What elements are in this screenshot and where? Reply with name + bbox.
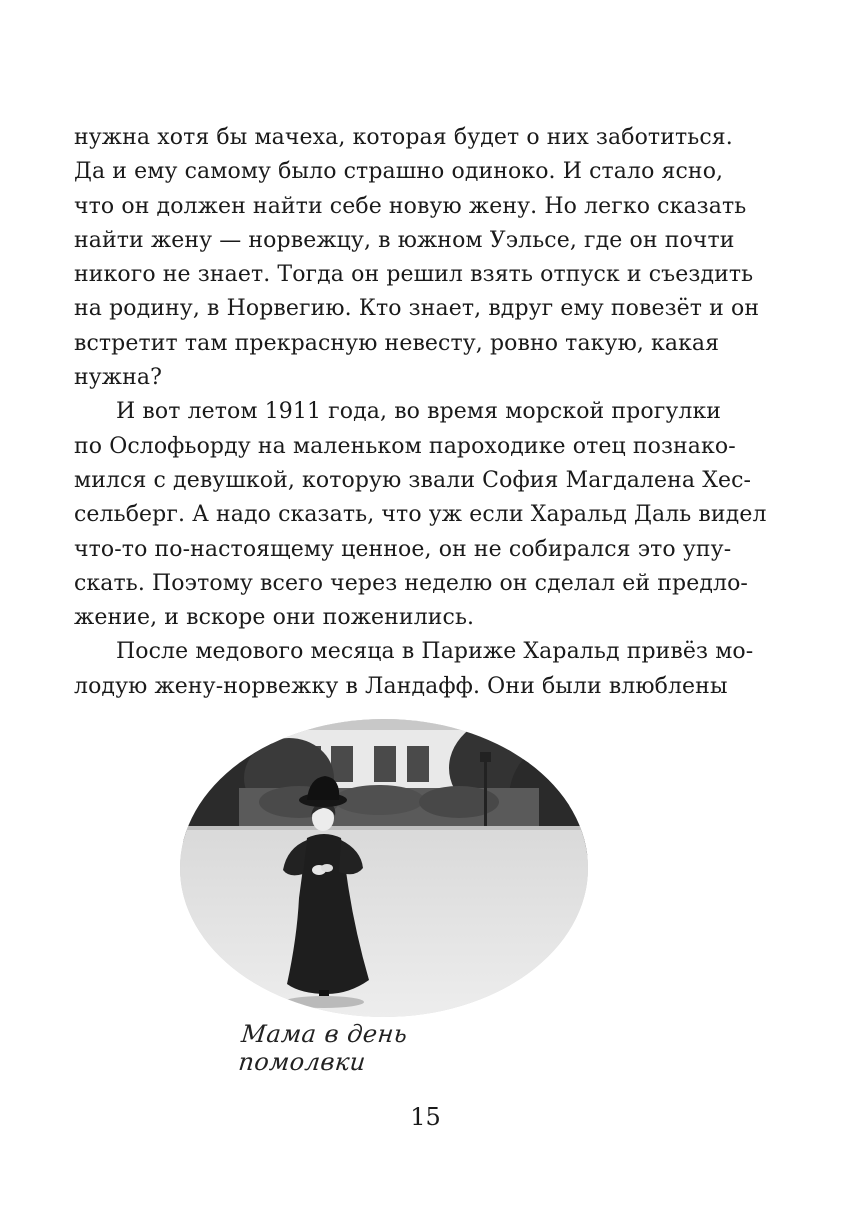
- text-line: на родину, в Норвегию. Кто знает, вдруг ему повезёт и он: [74, 296, 760, 322]
- text-line: После медового месяца в Париже Харальд привёз мо-: [116, 639, 754, 665]
- text-line: нужна хотя бы мачеха, которая будет о них заботиться.: [74, 125, 733, 150]
- text-line: жение, и вскоре они поженились.: [74, 605, 475, 631]
- vintage-photo: [179, 718, 589, 1018]
- body-text: [74, 121, 767, 704]
- text-line: что он должен найти себе новую жену. Но легко сказать: [74, 193, 747, 219]
- photo-caption: Мама в день помолвки: [237, 1020, 410, 1076]
- text-line: по Ослофьорду на маленьком пароходике отец познако-: [74, 433, 736, 459]
- text-line: лодую жену-норвежку в Ландафф. Они были влюблены: [74, 673, 728, 699]
- text-line: найти жену — норвежцу, в южном Уэльсе, где он почти: [74, 227, 735, 253]
- text-line: сельберг. А надо сказать, что уж если Харальд Даль видел: [74, 502, 767, 528]
- text-line: скать. Поэтому всего через неделю он сделал ей предло-: [74, 570, 748, 596]
- text-line: Да и ему самому было страшно одиноко. И стало ясно,: [74, 159, 724, 185]
- text-line: нужна?: [74, 365, 163, 391]
- text-line: встретит там прекрасную невесту, ровно такую, какая: [74, 330, 720, 356]
- page-number: 15: [410, 1103, 441, 1131]
- text-line: никого не знает. Тогда он решил взять отпуск и съездить: [74, 262, 754, 288]
- text-line: И вот летом 1911 года, во время морской прогулки: [116, 399, 722, 425]
- text-line: что-то по-настоящему ценное, он не собирался это упу-: [74, 536, 732, 562]
- photo-image: [179, 718, 589, 1018]
- text-line: мился с девушкой, которую звали София Магдалена Хес-: [74, 467, 752, 493]
